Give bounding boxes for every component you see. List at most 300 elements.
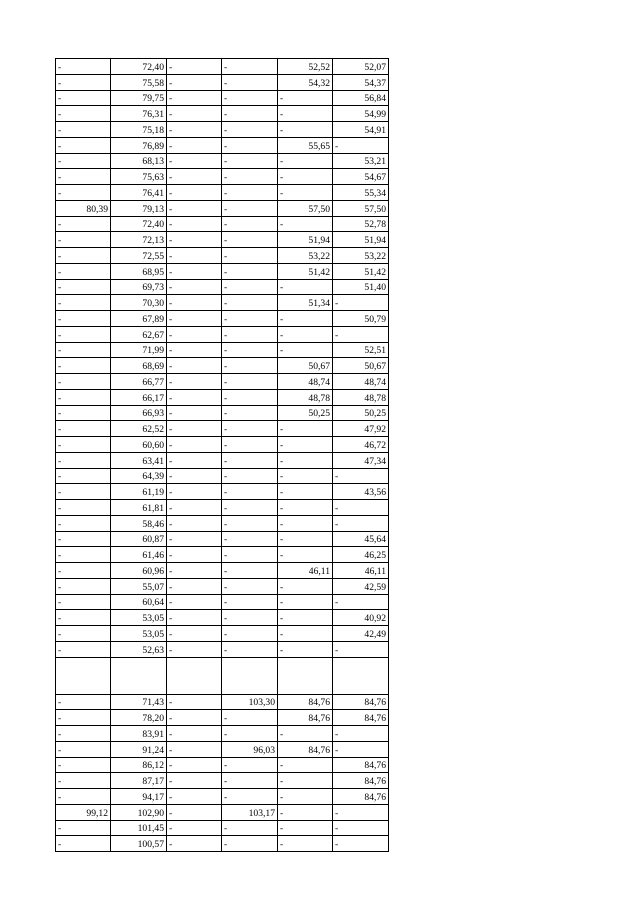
table-cell: 57,50 [278, 200, 333, 216]
table-row [56, 437, 389, 453]
table-cell: - [222, 594, 278, 610]
table-cell: 60,64 [111, 594, 167, 610]
table-cell: - [278, 500, 333, 516]
table-cell: 84,76 [333, 710, 389, 726]
table-cell: 60,87 [111, 531, 167, 547]
table-cell: - [278, 804, 333, 820]
table-row [56, 515, 389, 531]
table-cell: - [333, 500, 389, 516]
table-cell: 66,93 [111, 405, 167, 421]
table-cell: - [222, 263, 278, 279]
table-cell: 50,79 [333, 311, 389, 327]
table-row [56, 263, 389, 279]
table-cell: 40,92 [333, 610, 389, 626]
table-cell: 42,59 [333, 578, 389, 594]
table-cell: - [167, 90, 222, 106]
table-cell: - [222, 547, 278, 563]
table-cell: 102,90 [111, 804, 167, 820]
table-row [56, 578, 389, 594]
table-cell: - [167, 710, 222, 726]
table-cell: 53,05 [111, 626, 167, 642]
table-cell: - [278, 836, 333, 852]
table-cell: 51,42 [278, 263, 333, 279]
table-cell: 56,84 [333, 90, 389, 106]
table-row [56, 741, 389, 757]
table-cell: 84,76 [333, 757, 389, 773]
table-row [56, 594, 389, 610]
table-cell: - [222, 106, 278, 122]
table-cell: - [56, 547, 111, 563]
table-cell: - [56, 694, 111, 710]
table-cell: - [222, 452, 278, 468]
table-cell [222, 657, 278, 694]
table-cell: 64,39 [111, 468, 167, 484]
table-row [56, 232, 389, 248]
table-cell: - [222, 200, 278, 216]
table-cell: - [167, 468, 222, 484]
table-row [56, 122, 389, 138]
table-cell: 54,67 [333, 169, 389, 185]
table-cell: - [167, 594, 222, 610]
table-cell: - [167, 610, 222, 626]
table-cell: - [278, 437, 333, 453]
table-cell: 103,17 [222, 804, 278, 820]
table-cell: - [167, 789, 222, 805]
table-row [56, 137, 389, 153]
table-cell [111, 657, 167, 694]
table-cell: - [278, 641, 333, 657]
table-row [56, 710, 389, 726]
table-cell: 50,67 [278, 358, 333, 374]
table-cell: - [333, 836, 389, 852]
table-cell [56, 657, 111, 694]
table-cell: 78,20 [111, 710, 167, 726]
table-row [56, 90, 389, 106]
table-row [56, 169, 389, 185]
table-cell: - [333, 741, 389, 757]
table-cell: - [278, 515, 333, 531]
table-cell: - [222, 726, 278, 742]
table-cell: 62,52 [111, 421, 167, 437]
table-cell: 46,25 [333, 547, 389, 563]
table-cell: 66,77 [111, 374, 167, 390]
table-cell: - [167, 248, 222, 264]
table-row [56, 547, 389, 563]
table-cell: 58,46 [111, 515, 167, 531]
table-cell: - [167, 515, 222, 531]
table-cell: - [167, 389, 222, 405]
table-cell: - [278, 789, 333, 805]
table-cell: 68,69 [111, 358, 167, 374]
table-cell: 55,07 [111, 578, 167, 594]
table-cell: 52,51 [333, 342, 389, 358]
table-cell: - [56, 757, 111, 773]
table-cell: 76,89 [111, 137, 167, 153]
table-cell: - [56, 500, 111, 516]
table-cell: - [167, 405, 222, 421]
table-cell: - [222, 311, 278, 327]
table-cell: 55,34 [333, 185, 389, 201]
table-cell: - [56, 726, 111, 742]
table-cell: - [56, 232, 111, 248]
table-row [56, 694, 389, 710]
table-cell: 87,17 [111, 773, 167, 789]
table-cell: - [333, 515, 389, 531]
table-row [56, 326, 389, 342]
table-row [56, 248, 389, 264]
table-cell: - [56, 515, 111, 531]
table-cell: - [167, 641, 222, 657]
table-cell: - [167, 216, 222, 232]
table-cell: 51,34 [278, 295, 333, 311]
table-cell: 62,67 [111, 326, 167, 342]
table-cell: - [56, 342, 111, 358]
table-cell: 91,24 [111, 741, 167, 757]
table-cell: 48,74 [278, 374, 333, 390]
table-row [56, 726, 389, 742]
table-cell: 94,17 [111, 789, 167, 805]
table-cell: 70,30 [111, 295, 167, 311]
table-cell: - [222, 232, 278, 248]
table-cell: 84,76 [278, 694, 333, 710]
table-cell: 100,57 [111, 836, 167, 852]
table-cell: - [56, 216, 111, 232]
table-row [56, 804, 389, 820]
table-row [56, 200, 389, 216]
table-cell: - [222, 626, 278, 642]
table-cell: - [278, 342, 333, 358]
table-cell: - [56, 773, 111, 789]
table-row [56, 757, 389, 773]
table-cell: 79,13 [111, 200, 167, 216]
table-cell: - [167, 531, 222, 547]
table-cell: - [278, 626, 333, 642]
table-cell: - [56, 358, 111, 374]
table-cell: - [167, 820, 222, 836]
table-cell: 75,18 [111, 122, 167, 138]
table-row [56, 153, 389, 169]
table-cell: - [278, 773, 333, 789]
table-cell: - [278, 90, 333, 106]
table-row [56, 74, 389, 90]
table-cell: - [333, 295, 389, 311]
table-cell: - [167, 694, 222, 710]
table-cell: - [333, 804, 389, 820]
table-cell: - [278, 122, 333, 138]
table-cell: - [222, 773, 278, 789]
table-cell: - [222, 295, 278, 311]
table-cell: - [278, 106, 333, 122]
table-cell: - [167, 773, 222, 789]
table-cell: 71,99 [111, 342, 167, 358]
table-cell: 60,60 [111, 437, 167, 453]
table-row [56, 452, 389, 468]
table-cell: 53,05 [111, 610, 167, 626]
table-cell: - [222, 641, 278, 657]
table-cell: 54,99 [333, 106, 389, 122]
table-cell: - [56, 153, 111, 169]
table-cell: - [167, 342, 222, 358]
table-cell: - [222, 468, 278, 484]
table-cell: - [167, 452, 222, 468]
table-cell: - [167, 74, 222, 90]
table-row [56, 641, 389, 657]
table-cell: - [333, 326, 389, 342]
table-cell: 86,12 [111, 757, 167, 773]
table-cell: 80,39 [56, 200, 111, 216]
table-cell: - [222, 515, 278, 531]
table-cell: - [222, 405, 278, 421]
table-cell: - [278, 610, 333, 626]
table-cell: - [278, 547, 333, 563]
table-cell: 75,63 [111, 169, 167, 185]
table-cell: - [278, 468, 333, 484]
table-cell: 63,41 [111, 452, 167, 468]
table-cell: - [167, 484, 222, 500]
table-cell: 46,11 [333, 563, 389, 579]
table-cell: - [167, 547, 222, 563]
table-cell: - [167, 311, 222, 327]
table-cell: 55,65 [278, 137, 333, 153]
table-cell: - [56, 452, 111, 468]
table-cell: - [222, 610, 278, 626]
table-cell: - [167, 153, 222, 169]
table-cell: 96,03 [222, 741, 278, 757]
table-cell: - [56, 90, 111, 106]
table-cell: - [167, 741, 222, 757]
table-cell: - [278, 185, 333, 201]
table-cell: - [167, 626, 222, 642]
table-cell: 84,76 [333, 789, 389, 805]
table-cell: 66,17 [111, 389, 167, 405]
table-row [56, 820, 389, 836]
table-row [56, 484, 389, 500]
table-cell: - [56, 710, 111, 726]
table-cell: 45,64 [333, 531, 389, 547]
table-cell: - [56, 741, 111, 757]
table-cell: - [56, 468, 111, 484]
table-cell: 72,13 [111, 232, 167, 248]
table-cell: 71,43 [111, 694, 167, 710]
table-cell: - [278, 279, 333, 295]
table-cell: - [56, 594, 111, 610]
table-cell: - [167, 59, 222, 75]
table-cell: 53,22 [278, 248, 333, 264]
table-cell: - [56, 326, 111, 342]
table-cell: 43,56 [333, 484, 389, 500]
table-cell: - [222, 563, 278, 579]
table-cell: 42,49 [333, 626, 389, 642]
table-cell: 46,72 [333, 437, 389, 453]
table-cell: - [167, 437, 222, 453]
table-row [56, 421, 389, 437]
table-cell: - [222, 216, 278, 232]
table-cell: 68,13 [111, 153, 167, 169]
table-cell: 75,58 [111, 74, 167, 90]
table-cell: - [278, 216, 333, 232]
table-cell: - [167, 804, 222, 820]
table-cell: - [222, 836, 278, 852]
table-cell: 57,50 [333, 200, 389, 216]
table-row [56, 626, 389, 642]
table-cell: 50,25 [333, 405, 389, 421]
table-cell: - [278, 326, 333, 342]
table-row [56, 59, 389, 75]
table-cell: - [278, 169, 333, 185]
table-cell: 68,95 [111, 263, 167, 279]
table-row [56, 106, 389, 122]
table-cell: - [56, 295, 111, 311]
table-cell: - [278, 421, 333, 437]
table-cell: - [222, 342, 278, 358]
table-cell: - [167, 578, 222, 594]
table-cell: - [56, 789, 111, 805]
table-cell: - [167, 757, 222, 773]
table-cell: - [222, 389, 278, 405]
table-cell: 84,76 [278, 741, 333, 757]
table-cell: - [222, 531, 278, 547]
table-cell: - [56, 610, 111, 626]
table-cell: - [222, 484, 278, 500]
table-cell: - [167, 122, 222, 138]
table-cell: - [222, 59, 278, 75]
table-cell: - [278, 311, 333, 327]
table-cell: 51,40 [333, 279, 389, 295]
table-cell: - [278, 820, 333, 836]
table-cell: - [167, 358, 222, 374]
table-cell: - [56, 389, 111, 405]
table-cell: - [167, 563, 222, 579]
table-row [56, 311, 389, 327]
table-cell: - [56, 836, 111, 852]
table-cell: - [167, 836, 222, 852]
table-row [56, 389, 389, 405]
table-cell: - [222, 437, 278, 453]
table-cell: - [167, 374, 222, 390]
table-row [56, 185, 389, 201]
table-cell: - [222, 122, 278, 138]
table-cell [167, 657, 222, 694]
table-cell: - [222, 326, 278, 342]
table-row [56, 358, 389, 374]
table-cell: - [56, 820, 111, 836]
table-cell: - [278, 578, 333, 594]
table-cell: - [56, 531, 111, 547]
table-cell: - [222, 90, 278, 106]
table-cell: 69,73 [111, 279, 167, 295]
table-row [56, 295, 389, 311]
table-cell: 51,94 [278, 232, 333, 248]
table-cell: 84,76 [278, 710, 333, 726]
table-cell: - [222, 374, 278, 390]
table-row [56, 773, 389, 789]
table-cell: - [167, 326, 222, 342]
table-cell: 46,11 [278, 563, 333, 579]
table-cell: 61,46 [111, 547, 167, 563]
table-cell: 72,40 [111, 216, 167, 232]
table-cell: - [222, 710, 278, 726]
table-row [56, 500, 389, 516]
table-cell: - [222, 137, 278, 153]
table-cell: - [167, 185, 222, 201]
table-cell: 47,92 [333, 421, 389, 437]
table-cell: 51,42 [333, 263, 389, 279]
table-cell: - [56, 185, 111, 201]
table-cell: - [278, 153, 333, 169]
table-cell: - [56, 641, 111, 657]
table-row [56, 468, 389, 484]
table-cell: - [56, 248, 111, 264]
table-cell: - [56, 405, 111, 421]
table-cell: - [278, 531, 333, 547]
table-cell: 50,67 [333, 358, 389, 374]
table-cell [333, 657, 389, 694]
table-cell: - [56, 74, 111, 90]
table-cell: - [56, 59, 111, 75]
table-cell: 84,76 [333, 773, 389, 789]
table-cell: - [333, 594, 389, 610]
table-row [56, 563, 389, 579]
table-cell: - [278, 452, 333, 468]
table-cell: 79,75 [111, 90, 167, 106]
table-cell: 54,37 [333, 74, 389, 90]
table-cell: 54,32 [278, 74, 333, 90]
table-cell: - [56, 437, 111, 453]
table-cell: - [167, 421, 222, 437]
table-row [56, 279, 389, 295]
table-cell: - [222, 757, 278, 773]
table-cell: 84,76 [333, 694, 389, 710]
table-cell: - [56, 311, 111, 327]
table-cell: - [222, 169, 278, 185]
table-row [56, 836, 389, 852]
table-body [56, 59, 389, 852]
table-cell: - [56, 484, 111, 500]
table-cell: 53,22 [333, 248, 389, 264]
table-cell: - [56, 106, 111, 122]
table-cell: 51,94 [333, 232, 389, 248]
table-cell: 83,91 [111, 726, 167, 742]
table-cell: 52,78 [333, 216, 389, 232]
table-cell: - [167, 263, 222, 279]
table-cell: - [222, 248, 278, 264]
table-cell: - [167, 726, 222, 742]
table-cell: - [333, 820, 389, 836]
table-cell: - [56, 122, 111, 138]
table-cell: - [56, 374, 111, 390]
table-cell: - [222, 500, 278, 516]
table-cell: - [167, 232, 222, 248]
table-row [56, 657, 389, 694]
table-cell: - [167, 106, 222, 122]
table-cell: - [167, 169, 222, 185]
table-row [56, 789, 389, 805]
table-cell: - [222, 153, 278, 169]
table-cell: - [56, 421, 111, 437]
table-cell: - [278, 484, 333, 500]
table-cell: 76,41 [111, 185, 167, 201]
table-row [56, 405, 389, 421]
table-cell: - [278, 594, 333, 610]
table-cell: 61,81 [111, 500, 167, 516]
table-cell: 53,21 [333, 153, 389, 169]
table-cell: - [222, 820, 278, 836]
table-cell: - [167, 200, 222, 216]
table-cell: - [167, 295, 222, 311]
table-cell: - [56, 279, 111, 295]
table-cell: 72,40 [111, 59, 167, 75]
table-cell: 99,12 [56, 804, 111, 820]
